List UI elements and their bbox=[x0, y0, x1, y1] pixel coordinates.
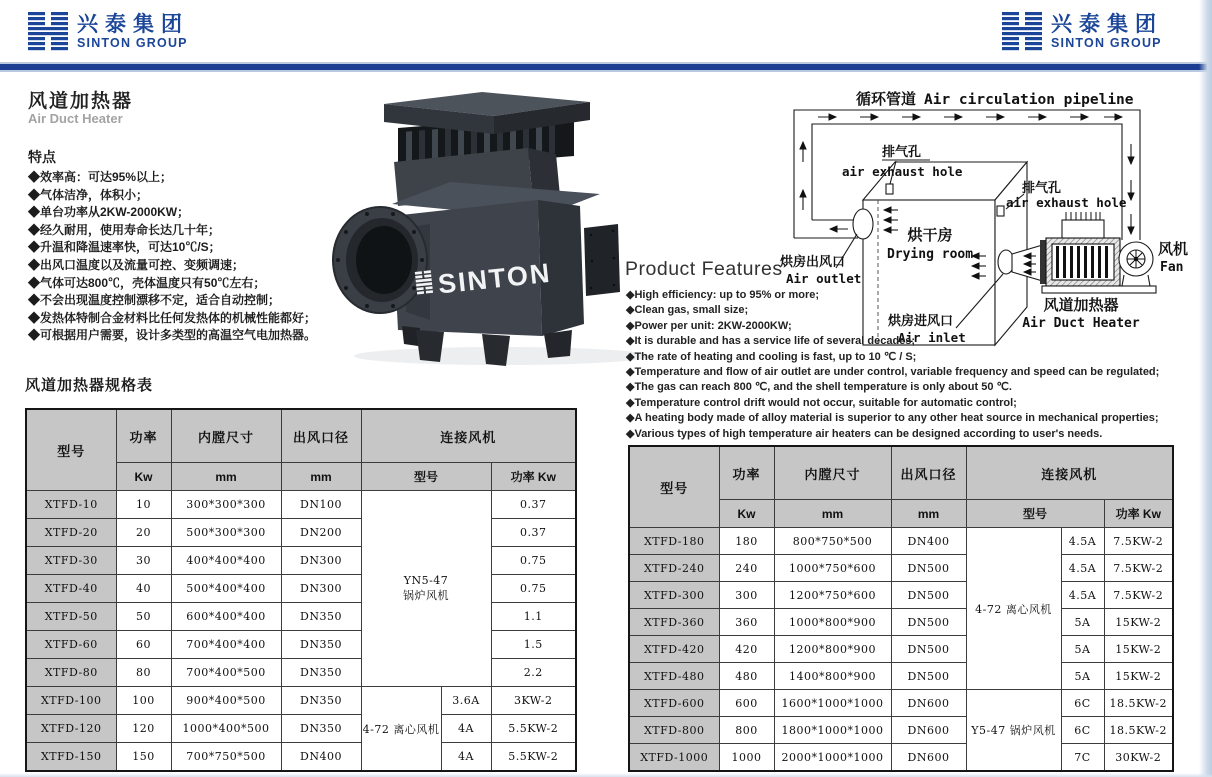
spec-cell: 700*400*400 bbox=[171, 631, 281, 659]
spec-row bbox=[629, 717, 1173, 744]
spec-cell: 18.5KW-2 bbox=[1104, 717, 1173, 744]
spec-cell: 400*400*400 bbox=[171, 547, 281, 575]
spec-table-left bbox=[25, 408, 577, 772]
spec-cell: 1200*800*900 bbox=[774, 636, 891, 663]
spec-cell: 0.75 bbox=[491, 547, 576, 575]
header-size: 内膛尺寸 bbox=[171, 409, 281, 463]
spec-row bbox=[629, 528, 1173, 555]
terminal-box bbox=[1062, 220, 1104, 238]
spec-row bbox=[629, 609, 1173, 636]
spec-cell: 7.5KW-2 bbox=[1104, 555, 1173, 582]
model-cell: XTFD-150 bbox=[26, 743, 116, 772]
model-cell: XTFD-10 bbox=[26, 491, 116, 519]
air-inlet-label-en: Air inlet bbox=[898, 330, 966, 345]
header-model: 型号 bbox=[26, 409, 116, 491]
spec-cell: 3.6A bbox=[441, 687, 491, 715]
list-item: ◆升温和降温速率快，可达10℃/S； bbox=[28, 240, 221, 255]
exhaust-hole-2 bbox=[997, 206, 1004, 216]
spec-cell: 800 bbox=[719, 717, 774, 744]
model-cell: XTFD-120 bbox=[26, 715, 116, 743]
spec-cell: 7C bbox=[1061, 744, 1104, 772]
spec-cell: 1800*1000*1000 bbox=[774, 717, 891, 744]
model-cell: XTFD-40 bbox=[26, 575, 116, 603]
spec-cell: 600 bbox=[719, 690, 774, 717]
list-item: ◆High efficiency: up to 95% or more; bbox=[626, 289, 820, 301]
header-fan-model: 型号 bbox=[966, 500, 1104, 528]
spec-cell: 4-72 离心风机 bbox=[966, 528, 1061, 690]
list-item: ◆Temperature and flow of air outlet are under control, variable frequency and speed can be regulated; bbox=[626, 366, 1160, 379]
fan-label-cn: 风机 bbox=[1158, 241, 1189, 258]
spec-cell: DN300 bbox=[281, 547, 361, 575]
spec-cell: 0.75 bbox=[491, 575, 576, 603]
spec-cell: DN400 bbox=[281, 743, 361, 772]
model-cell: XTFD-480 bbox=[629, 663, 719, 690]
spec-cell: 7.5KW-2 bbox=[1104, 528, 1173, 555]
brand-name-cn: 兴泰集团 bbox=[77, 12, 189, 36]
header-fan-power: 功率 Kw bbox=[1104, 500, 1173, 528]
spec-cell: Y5-47 锅炉风机 bbox=[966, 690, 1061, 772]
list-item: ◆Clean gas, small size; bbox=[626, 304, 749, 317]
spec-cell: YN5-47 锅炉风机 bbox=[361, 491, 491, 687]
list-item: ◆气体洁净，体积小； bbox=[28, 187, 149, 202]
product-features-list bbox=[626, 288, 1159, 442]
spec-row bbox=[26, 715, 576, 743]
spec-row bbox=[629, 690, 1173, 717]
spec-cell: 300 bbox=[719, 582, 774, 609]
spec-cell: 5.5KW-2 bbox=[491, 743, 576, 772]
spec-cell: DN200 bbox=[281, 519, 361, 547]
spec-cell: 4A bbox=[441, 715, 491, 743]
header-size-unit: mm bbox=[774, 500, 891, 528]
header-outlet: 出风口径 bbox=[891, 446, 966, 500]
list-item: ◆The gas can reach 800 ℃, and the shell temperature is only about 50 ℃. bbox=[626, 381, 1012, 394]
spec-cell: 40 bbox=[116, 575, 171, 603]
spec-cell: 420 bbox=[719, 636, 774, 663]
spec-cell: 10 bbox=[116, 491, 171, 519]
spec-cell: DN300 bbox=[281, 575, 361, 603]
drying-room-label-en: Drying room bbox=[886, 247, 974, 262]
brand-name-en: SINTON GROUP bbox=[77, 35, 188, 50]
spec-cell: 2000*1000*1000 bbox=[774, 744, 891, 772]
header-outlet: 出风口径 bbox=[281, 409, 361, 463]
product-features-heading: Product Features bbox=[625, 258, 783, 280]
spec-cell: DN400 bbox=[891, 528, 966, 555]
air-outlet-label-cn: 烘房出风口 bbox=[780, 254, 846, 269]
header-power: 功率 bbox=[116, 409, 171, 463]
spec-cell: 4A bbox=[441, 743, 491, 772]
spec-row bbox=[26, 659, 576, 687]
spec-cell: 120 bbox=[116, 715, 171, 743]
product-title-en: Air Duct Heater bbox=[28, 111, 123, 126]
spec-table-right bbox=[628, 445, 1174, 772]
header-fan-power: 功率 Kw bbox=[491, 463, 576, 491]
spec-cell: DN350 bbox=[281, 631, 361, 659]
model-cell: XTFD-180 bbox=[629, 528, 719, 555]
model-cell: XTFD-240 bbox=[629, 555, 719, 582]
header-power-unit: Kw bbox=[116, 463, 171, 491]
header-divider bbox=[0, 62, 1212, 72]
spec-row bbox=[26, 687, 576, 715]
spec-cell: DN600 bbox=[891, 744, 966, 772]
list-item: ◆The rate of heating and cooling is fast, up to 10 ℃ / S; bbox=[626, 350, 917, 363]
spec-cell: 5A bbox=[1061, 609, 1104, 636]
brand-name-en: SINTON GROUP bbox=[1051, 35, 1162, 50]
spec-cell: DN500 bbox=[891, 663, 966, 690]
spec-cell: 4.5A bbox=[1061, 528, 1104, 555]
air-outlet-hole bbox=[853, 209, 873, 239]
spec-cell: 0.37 bbox=[491, 519, 576, 547]
spec-cell: 6C bbox=[1061, 717, 1104, 744]
model-cell: XTFD-20 bbox=[26, 519, 116, 547]
spec-cell: 15KW-2 bbox=[1104, 636, 1173, 663]
spec-cell: 30 bbox=[116, 547, 171, 575]
spec-cell: 1400*800*900 bbox=[774, 663, 891, 690]
list-item: ◆不会出现温度控制漂移不定，适合自动控制； bbox=[28, 293, 281, 308]
brand-logo-right bbox=[1002, 12, 1163, 52]
spec-cell: 1200*750*600 bbox=[774, 582, 891, 609]
spec-row bbox=[629, 555, 1173, 582]
spec-cell: 4-72 离心风机 bbox=[361, 687, 441, 772]
spec-row bbox=[26, 743, 576, 772]
features-list bbox=[28, 169, 316, 345]
list-item: ◆A heating body made of alloy material is superior to any other heat source in mechanical properties; bbox=[626, 412, 1159, 425]
spec-cell: DN600 bbox=[891, 717, 966, 744]
air-outlet-label-en: Air outlet bbox=[786, 271, 862, 286]
spec-cell: 6C bbox=[1061, 690, 1104, 717]
spec-row bbox=[629, 636, 1173, 663]
page-edge-right bbox=[1199, 0, 1212, 777]
sinton-logo-icon bbox=[28, 12, 68, 52]
fan bbox=[1119, 242, 1153, 287]
spec-cell: 1.5 bbox=[491, 631, 576, 659]
model-cell: XTFD-30 bbox=[26, 547, 116, 575]
list-item: ◆气体可达800℃，壳体温度只有50℃左右； bbox=[28, 275, 266, 290]
spec-cell: 30KW-2 bbox=[1104, 744, 1173, 772]
features-heading: 特点 bbox=[28, 149, 56, 165]
header-power: 功率 bbox=[719, 446, 774, 500]
header-power-unit: Kw bbox=[719, 500, 774, 528]
diagram-title-en: Air circulation pipeline bbox=[924, 92, 1134, 108]
list-item: ◆Power per unit: 2KW-2000KW; bbox=[626, 319, 792, 332]
spec-row bbox=[26, 519, 576, 547]
spec-cell: 500*400*400 bbox=[171, 575, 281, 603]
spec-row bbox=[629, 663, 1173, 690]
spec-cell: DN100 bbox=[281, 491, 361, 519]
heater-label-en: Air Duct Heater bbox=[1022, 316, 1140, 331]
spec-cell: DN500 bbox=[891, 555, 966, 582]
heater-label-cn: 风道加热器 bbox=[1043, 297, 1119, 314]
exhaust-label-2-en: air exhaust hole bbox=[1006, 195, 1127, 210]
spec-cell: 50 bbox=[116, 603, 171, 631]
list-item: ◆经久耐用，使用寿命长达几十年； bbox=[28, 222, 221, 237]
spec-cell: DN350 bbox=[281, 715, 361, 743]
spec-cell: 100 bbox=[116, 687, 171, 715]
spec-row bbox=[26, 631, 576, 659]
brand-name-cn: 兴泰集团 bbox=[1051, 12, 1163, 36]
spec-cell: 18.5KW-2 bbox=[1104, 690, 1173, 717]
header-model: 型号 bbox=[629, 446, 719, 528]
spec-cell: 15KW-2 bbox=[1104, 663, 1173, 690]
spec-row bbox=[26, 491, 576, 519]
header-fan: 连接风机 bbox=[966, 446, 1173, 500]
spec-cell: DN500 bbox=[891, 636, 966, 663]
spec-cell: 7.5KW-2 bbox=[1104, 582, 1173, 609]
spec-cell: 4.5A bbox=[1061, 555, 1104, 582]
spec-cell: 1000 bbox=[719, 744, 774, 772]
list-item: ◆出风口温度以及流量可控、变频调速； bbox=[28, 257, 245, 272]
list-item: ◆单台功率从2KW-2000KW； bbox=[28, 205, 190, 220]
product-brand-text: SINTON bbox=[436, 257, 553, 300]
spec-cell: 5A bbox=[1061, 663, 1104, 690]
spec-cell: 700*400*500 bbox=[171, 659, 281, 687]
product-title-cn: 风道加热器 bbox=[28, 91, 134, 112]
spec-cell: 15KW-2 bbox=[1104, 609, 1173, 636]
exhaust-hole-1 bbox=[886, 184, 893, 194]
spec-cell: 60 bbox=[116, 631, 171, 659]
brand-logo-left bbox=[28, 12, 189, 52]
model-cell: XTFD-60 bbox=[26, 631, 116, 659]
spec-cell: 180 bbox=[719, 528, 774, 555]
spec-cell: 1000*400*500 bbox=[171, 715, 281, 743]
model-cell: XTFD-600 bbox=[629, 690, 719, 717]
spec-cell: 240 bbox=[719, 555, 774, 582]
spec-cell: 2.2 bbox=[491, 659, 576, 687]
product-render-image bbox=[332, 84, 662, 369]
spec-cell: 600*400*400 bbox=[171, 603, 281, 631]
exhaust-label-2-cn: 排气孔 bbox=[1022, 180, 1062, 195]
list-item: ◆可根据用户需要，设计多类型的高温空气电加热器。 bbox=[28, 328, 317, 343]
spec-cell: 20 bbox=[116, 519, 171, 547]
diagram-title-cn: 循环管道 bbox=[856, 91, 917, 108]
model-cell: XTFD-1000 bbox=[629, 744, 719, 772]
spec-cell: 4.5A bbox=[1061, 582, 1104, 609]
drying-room-label-cn: 烘干房 bbox=[907, 227, 953, 244]
spec-cell: DN350 bbox=[281, 687, 361, 715]
exhaust-label-1-cn: 排气孔 bbox=[882, 144, 922, 159]
model-cell: XTFD-360 bbox=[629, 609, 719, 636]
spec-row bbox=[629, 582, 1173, 609]
spec-cell: 1.1 bbox=[491, 603, 576, 631]
list-item: ◆Temperature control drift would not occur, suitable for automatic control; bbox=[626, 396, 1017, 409]
model-cell: XTFD-100 bbox=[26, 687, 116, 715]
spec-cell: DN600 bbox=[891, 690, 966, 717]
spec-cell: 5.5KW-2 bbox=[491, 715, 576, 743]
spec-cell: 900*400*500 bbox=[171, 687, 281, 715]
spec-cell: 5A bbox=[1061, 636, 1104, 663]
spec-cell: 360 bbox=[719, 609, 774, 636]
spec-cell: 0.37 bbox=[491, 491, 576, 519]
spec-row bbox=[629, 744, 1173, 772]
sinton-logo-icon bbox=[1002, 12, 1042, 52]
spec-cell: 1600*1000*1000 bbox=[774, 690, 891, 717]
header-outlet-unit: mm bbox=[281, 463, 361, 491]
list-item: ◆效率高：可达95%以上； bbox=[28, 170, 173, 184]
air-inlet-label-cn: 烘房进风口 bbox=[888, 313, 954, 328]
spec-cell: 700*750*500 bbox=[171, 743, 281, 772]
spec-cell: DN500 bbox=[891, 609, 966, 636]
spec-cell: 480 bbox=[719, 663, 774, 690]
spec-row bbox=[26, 547, 576, 575]
header-outlet-unit: mm bbox=[891, 500, 966, 528]
spec-table-title: 风道加热器规格表 bbox=[25, 377, 154, 394]
header-fan: 连接风机 bbox=[361, 409, 576, 463]
spec-cell: 300*300*300 bbox=[171, 491, 281, 519]
spec-cell: 1000*750*600 bbox=[774, 555, 891, 582]
spec-cell: DN350 bbox=[281, 603, 361, 631]
spec-cell: DN350 bbox=[281, 659, 361, 687]
list-item: ◆It is durable and has a service life of several decades; bbox=[626, 335, 916, 348]
page-edge-bottom bbox=[0, 773, 1212, 777]
exhaust-label-1-en: air exhaust hole bbox=[842, 164, 963, 179]
header-size: 内膛尺寸 bbox=[774, 446, 891, 500]
spec-row bbox=[26, 603, 576, 631]
header-fan-model: 型号 bbox=[361, 463, 491, 491]
spec-cell: DN500 bbox=[891, 582, 966, 609]
model-cell: XTFD-50 bbox=[26, 603, 116, 631]
header-size-unit: mm bbox=[171, 463, 281, 491]
flange bbox=[333, 207, 427, 313]
model-cell: XTFD-420 bbox=[629, 636, 719, 663]
spec-cell: 1000*800*900 bbox=[774, 609, 891, 636]
model-cell: XTFD-80 bbox=[26, 659, 116, 687]
spec-cell: 150 bbox=[116, 743, 171, 772]
list-item: ◆Various types of high temperature air heaters can be designed according to user's needs. bbox=[626, 427, 1103, 440]
list-item: ◆发热体特制合金材料比任何发热体的机械性能都好； bbox=[28, 310, 317, 325]
spec-cell: 500*300*300 bbox=[171, 519, 281, 547]
spec-cell: 80 bbox=[116, 659, 171, 687]
spec-cell: 3KW-2 bbox=[491, 687, 576, 715]
spec-cell: 800*750*500 bbox=[774, 528, 891, 555]
model-cell: XTFD-300 bbox=[629, 582, 719, 609]
spec-row bbox=[26, 575, 576, 603]
model-cell: XTFD-800 bbox=[629, 717, 719, 744]
fan-label-en: Fan bbox=[1160, 260, 1184, 275]
